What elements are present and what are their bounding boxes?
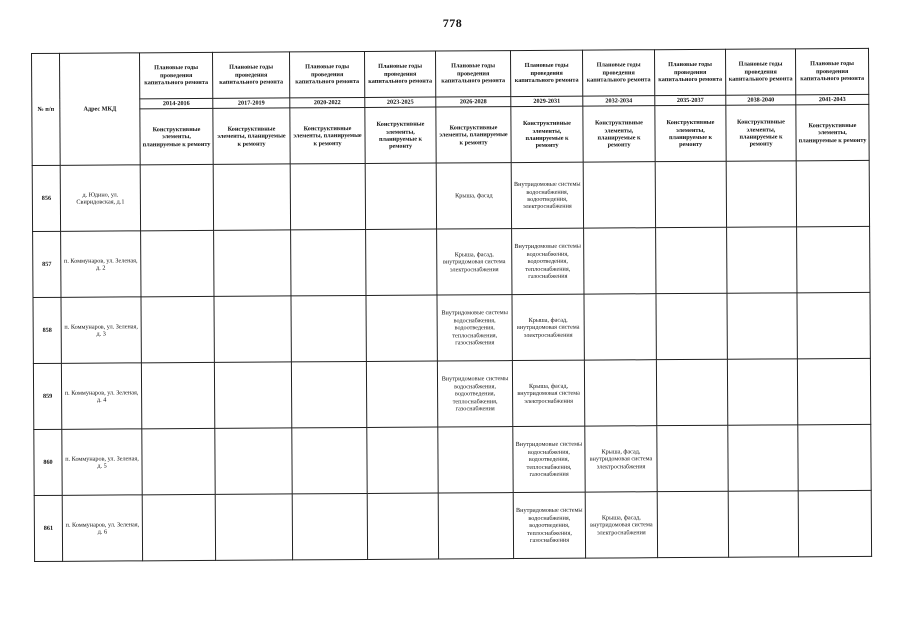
row-cell-period-9 (727, 227, 797, 293)
table-row (34, 491, 871, 562)
header-planned-5: Плановые годы проведения капитального ремонта (435, 51, 510, 97)
header-planned-2: Плановые годы проведения капитального ремонта (212, 52, 289, 98)
header-elements-2: Конструктивные элементы, планируемые к ремонту (213, 108, 290, 164)
header-planned-4: Плановые годы проведения капитального ремонта (364, 51, 435, 97)
row-cell-period-7 (584, 360, 656, 426)
header-address: Адрес МКД (60, 53, 141, 166)
header-period-1: 2014-2016 (140, 98, 213, 109)
row-address: д. Юдино, ул. Свиридовская, д.1 (60, 165, 140, 231)
row-number: 861 (34, 496, 62, 562)
row-cell-period-10 (798, 491, 871, 557)
row-cell-period-2 (214, 362, 291, 428)
header-planned-7: Плановые годы проведения капитального ремонта (582, 50, 654, 96)
row-cell-period-7 (584, 294, 656, 360)
row-address: п. Коммунаров, ул. Зеленая, д. 6 (62, 495, 142, 561)
header-elements-3: Конструктивные элементы, планируемые к ремонту (290, 108, 365, 164)
table-row (32, 161, 869, 232)
row-cell-period-4 (365, 163, 436, 229)
header-period-8: 2035-2037 (655, 95, 726, 106)
row-cell-period-4 (366, 361, 437, 427)
row-cell-period-8 (657, 426, 728, 492)
row-cell-period-3 (290, 164, 365, 230)
header-planned-3: Плановые годы проведения капитального ремонта (289, 51, 364, 97)
row-cell-period-3 (292, 494, 367, 560)
page-number: 778 (442, 16, 463, 30)
row-cell-period-8 (655, 162, 726, 228)
row-number: 860 (34, 430, 62, 496)
row-cell-period-1 (142, 429, 215, 495)
header-elements-5: Конструктивные элементы, планируемые к ремонту (436, 107, 511, 163)
row-cell-period-1 (140, 165, 213, 231)
row-cell-period-9 (727, 293, 797, 359)
row-cell-period-6: Внутридомовые системы водоснабжения, водоотведения, теплоснабжения, газоснабжения (513, 427, 585, 493)
row-cell-period-10 (798, 425, 871, 491)
row-number: 856 (32, 166, 60, 232)
row-cell-period-3 (291, 230, 366, 296)
row-cell-period-4 (366, 295, 437, 361)
row-cell-period-2 (214, 296, 291, 362)
row-cell-period-5 (438, 493, 513, 559)
row-cell-period-1 (141, 231, 214, 297)
table-row (33, 227, 870, 298)
row-number: 859 (33, 364, 61, 430)
row-cell-period-5: Внутридомовые системы водоснабжения, водоотведения, теплоснабжения, газоснабжения (437, 295, 512, 361)
row-cell-period-2 (214, 230, 291, 296)
row-cell-period-6: Крыша, фасад, внутридомовая система электроснабжения (512, 361, 584, 427)
row-address: п. Коммунаров, ул. Зеленая, д. 3 (61, 297, 141, 363)
row-cell-period-2 (213, 164, 290, 230)
header-planned-row (32, 48, 869, 99)
row-cell-period-9 (727, 359, 797, 425)
table-row (33, 359, 870, 430)
header-elements-6: Конструктивные элементы, планируемые к ремонту (511, 107, 583, 163)
row-cell-period-7 (583, 162, 655, 228)
row-cell-period-10 (796, 161, 869, 227)
header-planned-9: Плановые годы проведения капитального ремонта (725, 49, 795, 95)
row-cell-period-3 (291, 296, 366, 362)
row-cell-period-6: Крыша, фасад, внутридомовая система электроснабжения (512, 295, 584, 361)
row-cell-period-8 (656, 360, 727, 426)
header-elements-8: Конструктивные элементы, планируемые к ремонту (655, 106, 726, 162)
header-elements-4: Конструктивные элементы, планируемые к ремонту (365, 107, 436, 163)
row-cell-period-6: Внутридомовые системы водоснабжения, водоотведения, электроснабжения (511, 163, 583, 229)
row-cell-period-7: Крыша, фасад, внутридомовая система электроснабжения (585, 426, 657, 492)
header-period-10: 2041-2043 (796, 94, 869, 105)
table-body (32, 161, 871, 562)
header-period-4: 2023-2025 (365, 97, 436, 108)
row-cell-period-1 (141, 363, 214, 429)
header-planned-8: Плановые годы проведения капитального ремонта (654, 49, 725, 95)
header-period-9: 2038-2040 (726, 95, 796, 106)
row-cell-period-2 (215, 428, 292, 494)
row-cell-period-5: Внутридомовые системы водоснабжения, водоотведения, теплоснабжения, газоснабжения (437, 361, 512, 427)
capital-repair-table (31, 48, 872, 563)
row-cell-period-10 (797, 293, 870, 359)
header-elements-1: Конструктивные элементы, планируемые к ремонту (140, 109, 213, 165)
row-cell-period-9 (728, 425, 798, 491)
row-cell-period-6: Внутридомовые системы водоснабжения, водоотведения, теплоснабжения, газоснабжения (513, 493, 585, 559)
row-cell-period-9 (726, 161, 796, 227)
header-elements-9: Конструктивные элементы, планируемые к ремонту (726, 105, 796, 161)
row-cell-period-2 (215, 494, 292, 560)
row-cell-period-9 (728, 491, 798, 557)
header-period-5: 2026-2028 (436, 97, 511, 108)
header-period-3: 2020-2022 (290, 97, 365, 108)
row-cell-period-8 (657, 492, 728, 558)
header-elements-7: Конструктивные элементы, планируемые к ремонту (583, 106, 655, 162)
row-cell-period-1 (142, 495, 215, 561)
row-cell-period-6: Внутридомовые системы водоснабжения, водоотведения, теплоснабжения, газоснабжения (512, 229, 584, 295)
header-planned-1: Плановые годы проведения капитального ремонта (140, 52, 213, 98)
header-num: № п/п (32, 53, 61, 166)
row-cell-period-1 (141, 297, 214, 363)
row-cell-period-5 (438, 427, 513, 493)
header-period-7: 2032-2034 (583, 96, 655, 107)
row-cell-period-8 (656, 294, 727, 360)
row-cell-period-3 (292, 428, 367, 494)
row-cell-period-5: Крыша, фасад, внутридомовая система электроснабжения (437, 229, 512, 295)
row-number: 857 (33, 232, 61, 298)
row-cell-period-10 (797, 359, 870, 425)
row-cell-period-5: Крыша, фасад (436, 163, 511, 229)
row-address: п. Коммунаров, ул. Зеленая, д. 5 (62, 429, 142, 495)
row-address: п. Коммунаров, ул. Зеленая, д. 2 (61, 231, 141, 297)
header-period-2: 2017-2019 (213, 98, 290, 109)
row-cell-period-7 (584, 228, 656, 294)
row-cell-period-10 (797, 227, 870, 293)
row-cell-period-8 (656, 228, 727, 294)
header-planned-6: Плановые годы проведения капитального ремонта (510, 50, 582, 96)
header-period-6: 2029-2031 (511, 96, 583, 107)
row-number: 858 (33, 298, 61, 364)
row-cell-period-7: Крыша, фасад, внутридомовая система электроснабжения (585, 492, 657, 558)
row-address: п. Коммунаров, ул. Зеленая, д. 4 (61, 363, 141, 429)
header-planned-10: Плановые годы проведения капитального ремонта (795, 48, 868, 94)
row-cell-period-4 (367, 493, 438, 559)
header-elements-row (32, 105, 869, 166)
header-elements-10: Конструктивные элементы, планируемые к ремонту (796, 105, 869, 161)
table-row (34, 425, 871, 496)
row-cell-period-4 (367, 427, 438, 493)
row-cell-period-4 (366, 229, 437, 295)
row-cell-period-3 (291, 362, 366, 428)
table-row (33, 293, 870, 364)
